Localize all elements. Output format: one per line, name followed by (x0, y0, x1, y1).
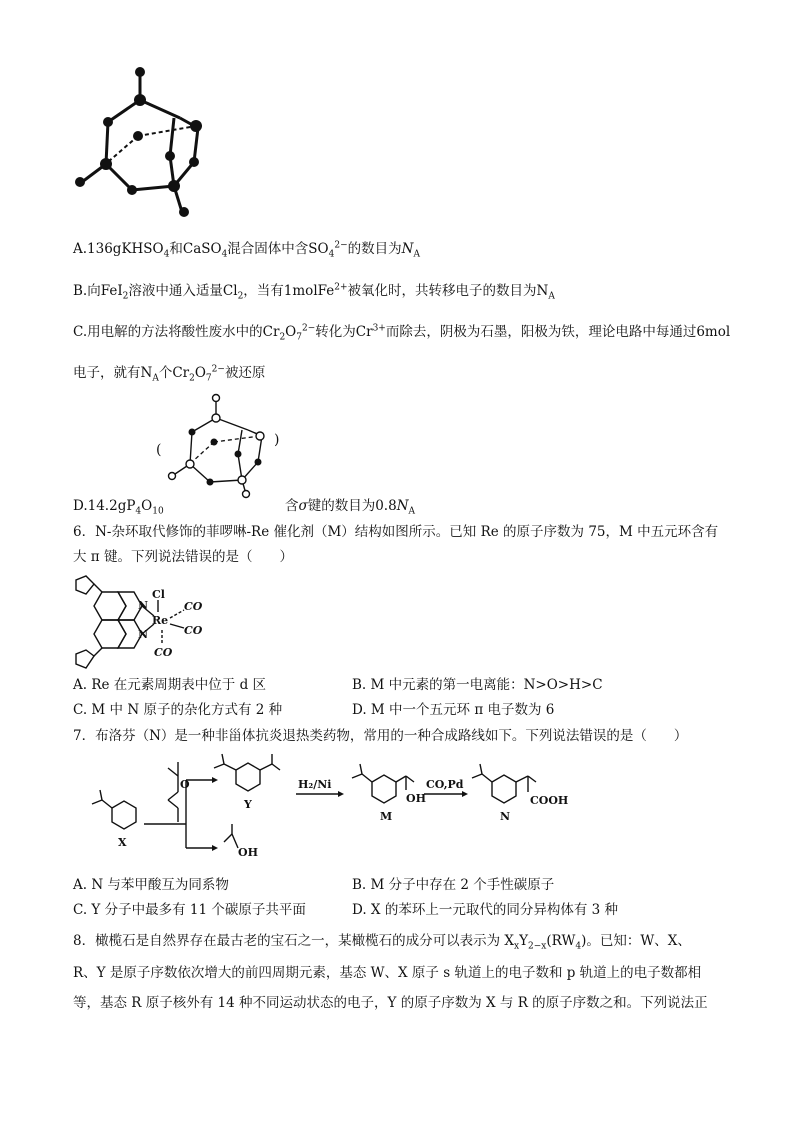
svg-text:OH: OH (406, 792, 426, 805)
svg-text:COOH: COOH (530, 794, 569, 807)
option-b: B.向FeI$_2$溶液中通入适量$Cl_2$，当有1molFe$^{2+}$被氧化时，共转移电子的数目为$N_A$ (73, 282, 555, 302)
re-label: Re (152, 614, 169, 627)
option-d-tail: 含σ键的数目为$0.8N_A$ (285, 498, 416, 517)
q6-option-d: D. M 中一个五元环 π 电子数为 6 (352, 702, 555, 718)
q6-stem-line2: 大 π 键。下列说法错误的是（ ） (73, 549, 293, 565)
cl-label: Cl (152, 588, 165, 601)
q7-option-c: C. Y 分子中最多有 11 个碳原子共平面 (73, 902, 306, 918)
q6-stem-line1: 6．N-杂环取代修饰的菲啰啉-Re 催化剂（M）结构如图所示。已知 Re 的原子序数为 75，M 中五元环含有 (73, 524, 719, 540)
n-label-2: N (138, 628, 149, 641)
p4o10-structure-option-d (150, 390, 290, 502)
svg-text:(: ( (156, 442, 162, 458)
q8-stem-line3: 等，基态 R 原子核外有 14 种不同运动状态的电子，Y 的原子序数为 X 与 R 的原子序数之和。下列说法正 (73, 995, 708, 1011)
q7-stem: 7．布洛芬（N）是一种非甾体抗炎退热类药物，常用的一种合成路线如下。下列说法错误的是（ ） (73, 728, 688, 744)
co-label-2: CO (184, 624, 203, 637)
q7-option-b: B. M 分子中存在 2 个手性碳原子 (352, 877, 555, 893)
q6-option-a: A. Re 在元素周期表中位于 d 区 (73, 677, 267, 693)
option-c-line2: 电子，就有$N_A$个$Cr_2O_7^{2-}$被还原 (73, 364, 266, 384)
q7-option-d: D. X 的苯环上一元取代的同分异构体有 3 种 (352, 902, 618, 918)
svg-text:OH: OH (238, 846, 258, 859)
option-c-line1: C.用电解的方法将酸性废水中的$Cr_2O_7^{2-}$转化为$Cr^{3+}$而除去，阴极为石墨，阳极为铁，理论电路中每通过6mol (73, 323, 731, 343)
q7-option-a: A. N 与苯甲酸互为同系物 (73, 877, 229, 893)
option-d: $D.14.2gP_4O_{10}$ (73, 498, 164, 517)
h2ni-label: H₂/Ni (298, 778, 332, 791)
q6-option-b: B. M 中元素的第一电离能：N>O>H>C (352, 677, 603, 693)
p4o10-structure-top (70, 62, 220, 222)
svg-text:): ) (274, 432, 280, 448)
label-n: N (500, 810, 511, 823)
n-label-1: N (138, 599, 149, 612)
co-label-1: CO (184, 600, 203, 613)
label-x: X (118, 836, 127, 849)
svg-text:O: O (180, 778, 190, 791)
re-catalyst-structure (72, 572, 212, 672)
copd-label: CO,Pd (426, 778, 464, 791)
co-label-3: CO (154, 646, 173, 659)
q6-option-c: C. M 中 N 原子的杂化方式有 2 种 (73, 702, 283, 718)
ibuprofen-synthesis-scheme (72, 752, 592, 864)
label-m: M (380, 810, 393, 823)
label-y: Y (244, 798, 252, 811)
q8-stem-line1: 8．橄榄石是自然界存在最古老的宝石之一，某橄榄石的成分可以表示为 $X_xY_{2-x}(RW_4)$。已知：W、X、 (73, 933, 691, 952)
q8-stem-line2: R、Y 是原子序数依次增大的前四周期元素，基态 W、X 原子 s 轨道上的电子数和 p 轨道上的电子数都相 (73, 965, 702, 981)
option-a: A.136gKHSO$_4$和CaSO$_4$混合固体中含$SO_4^{2-}$的数目为$N_A$ (73, 240, 420, 260)
